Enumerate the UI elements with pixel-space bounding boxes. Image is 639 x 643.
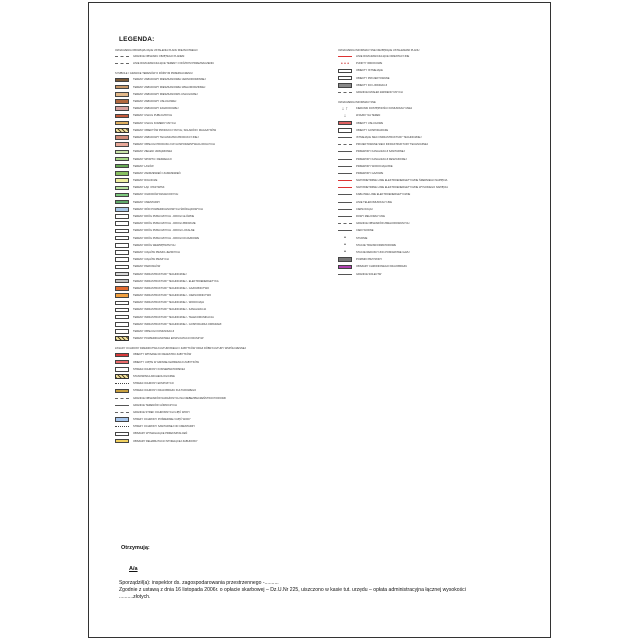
legend-label: TERENY OGRODÓW DZIAŁKOWYCH (133, 193, 179, 197)
legend-label: TERENY USŁUG KOMERCYJNYCH (133, 121, 176, 125)
legend-swatch (115, 272, 129, 277)
footer-text (119, 580, 544, 601)
legend-item (115, 321, 320, 328)
legend-label: OBIEKTY DO LIKWIDACJI (356, 83, 388, 87)
legend-item (115, 335, 320, 342)
legend-swatch (115, 417, 129, 422)
legend-item (115, 387, 320, 394)
legend-label: TERENY INFRASTRUKTURY TECHNICZNEJ - GAZOWNICTWO (133, 286, 210, 290)
legend-label: KABLOWE LINIE ELEKTROENERGETYCZNE (356, 193, 411, 197)
legend-label: TERENY DRÓG PUBLICZNYCH - DROGI GŁÓWNE (133, 215, 195, 219)
legend-item (115, 270, 320, 277)
legend-label: STACJE REDUKCYJNO-POMIAROWE GAZU (356, 250, 410, 254)
legend-label: NAPOWIETRZNE LINIE ELEKTROENERGETYCZNE ŚREDNIEGO NAPIĘCIA (356, 179, 448, 183)
legend-item (338, 263, 538, 270)
legend-item (338, 82, 538, 89)
legend-swatch: ↓ (343, 112, 347, 119)
legend-swatch (338, 230, 352, 231)
legend-item (115, 141, 320, 148)
legend-label: STREFY OCHRONY SANITARNEJ OD CMENTARZY (133, 425, 196, 429)
legend-swatch: • (344, 235, 346, 242)
legend-label: TERENY CIĄGÓW PIESZYCH (133, 258, 169, 262)
legend-item (115, 256, 320, 263)
legend-swatch (338, 76, 352, 81)
legend-swatch (338, 121, 352, 126)
legend-section-header: OZNACZENIA INFORMACYJNE NIE BĘDĄCE USTALENIAMI PLANU (338, 49, 420, 52)
legend-right-column (338, 47, 538, 278)
legend-label: LINIE ROZGRANICZAJĄCE ORIENTACYJNE (356, 55, 410, 59)
legend-label: TERENY INFRASTRUKTURY TECHNICZNEJ - KANALIZACJA (133, 308, 207, 312)
legend-swatch (115, 121, 129, 126)
legend-label: TERENY INFRASTRUKTURY TECHNICZNEJ - ELEKTROENERGETYKA (133, 279, 219, 283)
legend-swatch (115, 367, 129, 372)
legend-label: TERENY CIĄGÓW PIESZO-JEZDNYCH (133, 250, 180, 254)
legend-swatch (338, 180, 352, 181)
legend-label: TERENY OBSŁUGI PRODUKCJI W GOSPODARSTWACH ROLNYCH (133, 143, 215, 147)
legend-item (115, 359, 320, 366)
legend-swatch (115, 150, 129, 155)
legend-swatch (115, 56, 129, 57)
legend-item (115, 249, 320, 256)
legend-swatch (115, 63, 129, 64)
legend-swatch (115, 193, 129, 198)
legend-swatch (115, 243, 129, 248)
legend-label: OBIEKTY UJĘTE W GMINNEJ EWIDENCJI ZABYTKÓW (133, 360, 199, 364)
legend-swatch (115, 157, 129, 162)
legend-label: TERENY INFRASTRUKTURY TECHNICZNEJ - GOSPODARKA ODPADAMI (133, 322, 222, 326)
legend-swatch (338, 173, 352, 174)
legend-label: PROJEKTOWANE SIECI INFRASTRUKTURY TECHNICZNEJ (356, 143, 429, 147)
legend-swatch (338, 83, 352, 88)
legend-item (338, 163, 538, 170)
legend-label: TERENY DRÓG PUBLICZNYCH - DROGI LOKALNE (133, 229, 195, 233)
legend-item (338, 191, 538, 198)
legend-swatch (115, 374, 129, 379)
legend-swatch (115, 236, 129, 241)
legend-label: TERENY ZABUDOWY ZAGRODOWEJ (133, 107, 179, 111)
legend-swatch (115, 301, 129, 306)
legend-swatch (115, 329, 129, 334)
legend-swatch (115, 99, 129, 104)
legend-label: TERENY ZIELENI URZĄDZONEJ (133, 150, 173, 154)
legend-item (115, 127, 320, 134)
legend-label: TERENY SPORTU I REKREACJI (133, 157, 172, 161)
legend-section-header: OZNACZENIA INFORMACYJNE (338, 101, 376, 105)
legend-swatch (338, 69, 352, 74)
legend-item (338, 75, 538, 82)
legend-swatch (115, 229, 129, 234)
legend-item (115, 84, 320, 91)
legend-label: OBIEKTY GOSPODARCZE (356, 128, 389, 132)
legend-label: CIEKI WODNE (356, 229, 374, 233)
legend-label: TERENY PARKINGÓW (133, 265, 161, 269)
legend-item (115, 278, 320, 285)
legend-swatch (338, 257, 352, 262)
legend-swatch (115, 360, 129, 365)
legend-label: OBIEKTY USŁUGOWE (356, 121, 384, 125)
legend-label: TERENY INFRASTRUKTURY TECHNICZNEJ (133, 272, 187, 276)
legend-label: TERENY CMENTARZY (133, 200, 161, 204)
legend-item (115, 314, 320, 321)
legend-swatch (338, 216, 352, 217)
legend-swatch: • (344, 249, 346, 256)
legend-item (115, 163, 320, 170)
legend-item (338, 134, 538, 141)
legend-swatch (115, 186, 129, 191)
legend-label: OBSZARY REHABILITACJI ISTNIEJĄCEJ ZABUDOWY (133, 439, 198, 443)
legend-label: TERENY DRÓG WEWNĘTRZNYCH (133, 243, 176, 247)
legend-item (338, 242, 538, 249)
legend-label: TERENY WÓD POWIERZCHNIOWYCH ŚRÓDLĄDOWYCH (133, 207, 203, 211)
legend-section-header: SYMBOLE I GRANICE TERENÓW O RÓŻNYM PRZEZNACZENIU (115, 72, 193, 76)
legend-label: ROWY MELIORACYJNE (356, 215, 385, 219)
legend-item (338, 170, 538, 177)
legend-label: GRANICE TERENÓW GÓRNICZYCH (133, 403, 177, 407)
legend-swatch (115, 389, 129, 394)
legend-swatch (115, 353, 129, 358)
legend-item (338, 60, 538, 67)
legend-swatch (338, 159, 352, 160)
legend-label: GRANICE OBSZARÓW NARAŻONYCH NA NIEBEZPIECZEŃSTWO POWODZI (133, 396, 226, 400)
legend-label: TERENY INFRASTRUKTURY TECHNICZNEJ - TELEKOMUNIKACJA (133, 315, 214, 319)
legend-label: TERENY ŁĄK I PASTWISK (133, 186, 165, 190)
legend-label: ISTNIEJĄCE SIECI INFRASTRUKTURY TECHNICZNEJ (356, 135, 422, 139)
legend-swatch (115, 78, 129, 83)
legend-label: TERENY ZABUDOWY TECHNICZNO-PRODUKCYJNEJ (133, 135, 199, 139)
legend-swatch (338, 187, 352, 188)
legend-label: TERENY DRÓG PUBLICZNYCH - DROGI ZBIORCZE (133, 222, 196, 226)
legend-item (338, 89, 538, 96)
legend-swatch (338, 209, 352, 210)
legend-item (338, 213, 538, 220)
legend-item (115, 199, 320, 206)
legend-item (115, 184, 320, 191)
legend-label: PUNKTY WIDOKOWE (356, 62, 383, 66)
legend-item (338, 120, 538, 127)
legend-item (115, 112, 320, 119)
legend-swatch (338, 92, 352, 93)
legend-item (115, 263, 320, 270)
legend-label: OBSZARY WYMAGAJĄCE PRZEKSZTAŁCEŃ (133, 432, 188, 436)
legend-swatch (338, 274, 352, 275)
legend-item (338, 227, 538, 234)
legend-item (115, 394, 320, 401)
legend-label: TERENY DRÓG PUBLICZNYCH - DROGI DOJAZDOWE (133, 236, 200, 240)
legend-label: TERENY LASÓW (133, 164, 154, 168)
legend-label: TERENY INFRASTRUKTURY TECHNICZNEJ - CIEPŁOWNICTWO (133, 294, 212, 298)
legend-item (115, 430, 320, 437)
legend-item (115, 191, 320, 198)
legend-item (338, 206, 538, 213)
legend-swatch (115, 405, 129, 406)
legend-label: PRZEWODY KANALIZACJI SANITARNEJ (356, 150, 405, 154)
legend-item (338, 148, 538, 155)
legend-spacer (338, 96, 538, 99)
legend-item (338, 235, 538, 242)
legend-label: TERENY INFRASTRUKTURY TECHNICZNEJ - WODOCIĄGI (133, 301, 205, 305)
legend-left-column (115, 47, 320, 445)
legend-label: OBIEKTY PROJEKTOWANE (356, 76, 390, 80)
legend-label: NAPOWIETRZNE LINIE ELEKTROENERGETYCZNE WYSOKIEGO NAPIĘCIA (356, 186, 448, 190)
legend-swatch (115, 293, 129, 298)
legend-label: TERENY OBSŁUGI KOMUNIKACJI (133, 330, 175, 334)
legend-swatch (115, 200, 129, 205)
legend-item (115, 213, 320, 220)
file-copy-note: A/a (129, 566, 138, 572)
recipients-heading: Otrzymują: (121, 545, 150, 551)
legend-item (338, 184, 538, 191)
legend-swatch (115, 315, 129, 320)
legend-item (115, 206, 320, 213)
legend-item (115, 60, 320, 67)
legend-swatch (115, 85, 129, 90)
legend-item (338, 112, 538, 119)
legend-item (115, 292, 320, 299)
legend-item (115, 148, 320, 155)
legend-item (115, 220, 320, 227)
legend-swatch (115, 114, 129, 119)
legend-swatch (115, 336, 129, 341)
legend-label: STREFA OCHRONY KRAJOBRAZU KULTUROWEGO (133, 389, 197, 393)
legend-swatch (115, 432, 129, 437)
legend-item (115, 409, 320, 416)
legend-label: CIEPŁOCIĄGI (356, 207, 373, 211)
legend-label: TERENY OBIEKTÓW PRODUKCYJNYCH, SKŁADÓW I MAGAZYNÓW (133, 128, 217, 132)
legend-label: TERENY ZABUDOWY MIESZKANIOWO-USŁUGOWEJ (133, 92, 198, 96)
legend-swatch (115, 412, 129, 413)
legend-item (115, 366, 320, 373)
legend-item (115, 105, 320, 112)
legend-label: OBIEKTY WPISANE DO REJESTRU ZABYTKÓW (133, 353, 192, 357)
legend-item (338, 53, 538, 60)
legend-label: STANOWISKA ARCHEOLOGICZNE (133, 374, 175, 378)
legend-item (115, 380, 320, 387)
legend-label: LINIE ROZGRANICZAJĄCE TERENY O RÓŻNYM PRZEZNACZENIU (133, 62, 215, 66)
legend-label: TERENY USŁUG PUBLICZNYCH (133, 114, 173, 118)
legend-swatch (115, 257, 129, 262)
legend-spacer (115, 67, 320, 70)
legend-swatch (115, 106, 129, 111)
legend-swatch (115, 322, 129, 327)
footer-fee-note: Zgodnie z ustawą z dnia 16 listopada 2006r. o opłacie skarbowej – Dz.U.Nr 225, uiszczono w kasie tut. urzędu – opłata administracyjna łącznej wysokości (119, 587, 466, 593)
legend-label: GRANICE OBSZARÓW ZMELIOROWANYCH (356, 222, 410, 226)
legend-swatch: ↓ ↑ (341, 105, 349, 112)
legend-item (338, 199, 538, 206)
legend-section-header: ZASADY OCHRONY DZIEDZICTWA KULTUROWEGO I ZABYTKÓW ORAZ DÓBR KULTURY WSPÓŁCZESNEJ (115, 347, 246, 351)
legend-item (115, 53, 320, 60)
legend-item (115, 134, 320, 141)
legend-label: GRANICE DZIAŁEK EWIDENCYJNYCH (356, 91, 403, 95)
legend-swatch (338, 194, 352, 195)
legend-swatch (338, 202, 352, 203)
legend-label: TERENY ZABUDOWY MIESZKANIOWEJ JEDNORODZINNEJ (133, 78, 206, 82)
legend-item (338, 220, 538, 227)
legend-swatch (115, 286, 129, 291)
legend-label: WJAZDY NA TEREN (356, 114, 381, 118)
legend-label: STREFA OCHRONY KONSERWATORSKIEJ (133, 367, 186, 371)
legend-label: GRANICE STREF OCHRONNYCH UJĘĆ WODY (133, 410, 190, 414)
legend-item (338, 141, 538, 148)
legend-item (115, 306, 320, 313)
legend-swatch (338, 56, 352, 57)
legend-swatch (115, 279, 129, 284)
legend-item (115, 423, 320, 430)
document-page (88, 2, 551, 638)
legend-label: STACJE TRANSFORMATOROWE (356, 243, 397, 247)
legend-label: TERENY ZABUDOWY MIESZKANIOWEJ WIELORODZINNEJ (133, 85, 206, 89)
legend-swatch (115, 250, 129, 255)
legend-swatch (115, 214, 129, 219)
legend-swatch (115, 265, 129, 270)
legend-swatch (115, 178, 129, 183)
legend-item (338, 256, 538, 263)
legend-swatch (115, 135, 129, 140)
legend-label: PRZEWODY GAZOWE (356, 171, 384, 175)
legend-label: TERENY POWIERZCHNIOWEJ EKSPLOATACJI KRUSZYW (133, 337, 204, 341)
legend-item (115, 285, 320, 292)
legend-item (338, 67, 538, 74)
legend-swatch (115, 308, 129, 313)
legend-spacer (115, 342, 320, 345)
legend-item (115, 235, 320, 242)
legend-swatch: • • • (340, 60, 350, 67)
legend-swatch (115, 426, 129, 427)
legend-label: STUDNIE (356, 236, 368, 240)
legend-swatch (115, 439, 129, 444)
legend-label: GRANICE SOŁECTW (356, 272, 382, 276)
legend-label: OBIEKTY ISTNIEJĄCE (356, 69, 383, 73)
legend-item (115, 98, 320, 105)
legend-label: LINIE TELEKOMUNIKACYJNE (356, 200, 392, 204)
legend-label: TERENY ROLNICZE (133, 179, 158, 183)
legend-item (338, 105, 538, 112)
legend-swatch (115, 207, 129, 212)
legend-swatch (115, 398, 129, 399)
legend-label: TERENY ZABUDOWY USŁUGOWEJ (133, 100, 177, 104)
legend-item (338, 249, 538, 256)
legend-swatch (115, 164, 129, 169)
legend-label: POMNIKI PRZYRODY (356, 258, 383, 262)
legend-item (115, 177, 320, 184)
legend-item (115, 299, 320, 306)
legend-swatch (338, 137, 352, 138)
legend-item (115, 170, 320, 177)
legend-label: OBSZARY CHRONIONEGO KRAJOBRAZU (356, 265, 408, 269)
legend-swatch (115, 142, 129, 147)
footer-amount: ..........złotych. (119, 594, 151, 600)
legend-item (115, 373, 320, 380)
legend-item (338, 177, 538, 184)
legend-item (338, 127, 538, 134)
legend-label: STREFY OCHRONY POŚREDNIEJ UJĘĆ WODY (133, 418, 191, 422)
legend-swatch (115, 171, 129, 176)
legend-swatch (115, 221, 129, 226)
legend-label: PRZEWODY WODOCIĄGOWE (356, 164, 393, 168)
legend-item (115, 242, 320, 249)
legend-item (115, 91, 320, 98)
legend-title: LEGENDA: (119, 36, 155, 43)
legend-swatch (115, 383, 129, 384)
footer-prepared-by: Sporządził(a): inspektor ds. zagospodarowania przestrzennego -.......... (119, 580, 279, 586)
legend-swatch (338, 265, 352, 270)
legend-swatch (338, 223, 352, 224)
legend-swatch (115, 92, 129, 97)
legend-swatch (338, 128, 352, 133)
legend-item (115, 120, 320, 127)
legend-item (115, 155, 320, 162)
legend-swatch (338, 151, 352, 152)
legend-swatch: • (344, 242, 346, 249)
legend-label: GRANICE OBSZARU OBJĘTEGO PLANEM (133, 55, 185, 59)
legend-item (115, 227, 320, 234)
legend-section-header: OZNACZENIA OBOWIĄZUJĄCE USTALENIA PLANU MIEJSCOWEGO (115, 49, 198, 52)
legend-item (115, 351, 320, 358)
legend-label: KIERUNKI DOSTĘPNOŚCI KOMUNIKACYJNEJ (356, 107, 413, 111)
legend-item (338, 155, 538, 162)
legend-swatch (338, 166, 352, 167)
legend-swatch (338, 144, 352, 145)
legend-swatch (115, 128, 129, 133)
legend-item (115, 402, 320, 409)
legend-label: PRZEWODY KANALIZACJI DESZCZOWEJ (356, 157, 407, 161)
legend-item (115, 328, 320, 335)
legend-item (115, 76, 320, 83)
legend-label: STREFA OCHRONY EKSPOZYCJI (133, 382, 174, 386)
legend-item (115, 416, 320, 423)
legend-label: TERENY ZADRZEWIEŃ I ZAKRZEWIEŃ (133, 171, 181, 175)
legend-item (338, 270, 538, 277)
legend-item (115, 438, 320, 445)
